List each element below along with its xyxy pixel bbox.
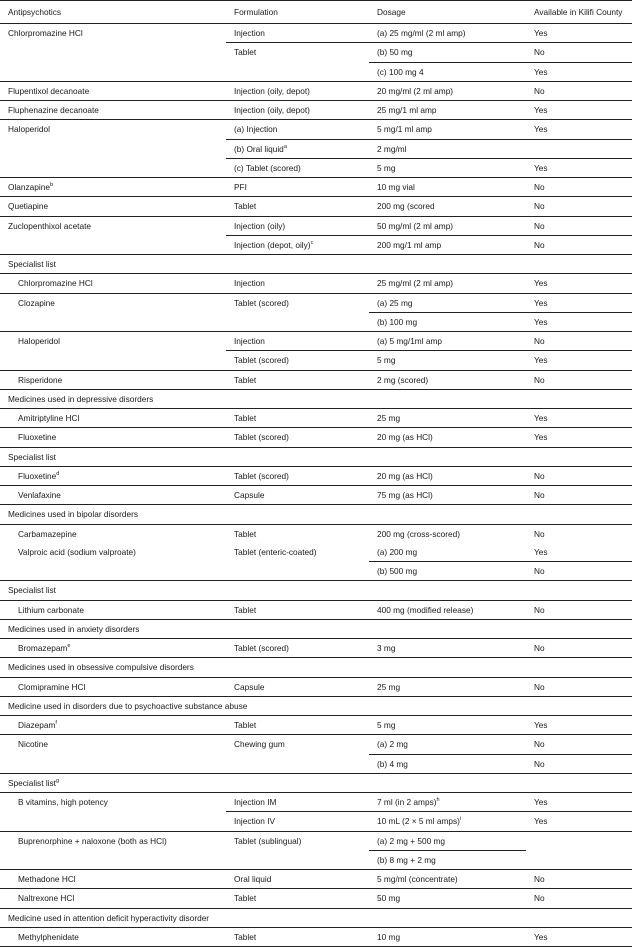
availability-cell: No	[526, 81, 632, 100]
availability-cell: No	[526, 677, 632, 696]
drug-cell: B vitamins, high potency	[0, 793, 226, 812]
section-heading: Medicine used in disorders due to psychoactive substance abuse	[0, 696, 632, 715]
availability-cell: No	[526, 524, 632, 543]
formulation-cell: (a) Injection	[226, 120, 369, 139]
dosage-cell: (b) 500 mg	[369, 562, 526, 581]
availability-cell: No	[526, 889, 632, 908]
drug-cell: Buprenorphine + naloxone (both as HCl)	[0, 831, 226, 850]
dosage-cell: (a) 2 mg + 500 mg	[369, 831, 526, 850]
drug-cell: Diazepam$^f$	[0, 716, 226, 735]
dosage-cell: 5 mg	[369, 351, 526, 370]
dosage-cell: 10 mg vial	[369, 178, 526, 197]
table-row	[0, 235, 632, 254]
dosage-cell: (a) 5 mg/1ml amp	[369, 332, 526, 351]
section-row	[0, 581, 632, 600]
availability-cell: Yes	[526, 812, 632, 831]
table-row	[0, 332, 632, 351]
footnote-mark: b	[49, 182, 54, 188]
drug-cell: Nicotine	[0, 735, 226, 754]
dosage-cell: 25 mg/1 ml amp	[369, 101, 526, 120]
table-row	[0, 409, 632, 428]
availability-cell: No	[526, 235, 632, 254]
drug-cell: Bromazepam$^e$	[0, 639, 226, 658]
drug-cell: Zuclopenthixol acetate	[0, 216, 226, 235]
availability-cell: No	[526, 466, 632, 485]
drug-cell: Haloperidol	[0, 120, 226, 139]
table-row	[0, 351, 632, 370]
dosage-cell: (b) 4 mg	[369, 754, 526, 773]
dosage-cell: 5 mg/ml (concentrate)	[369, 870, 526, 889]
dosage-cell: 200 mg/1 ml amp	[369, 235, 526, 254]
formulation-cell: Injection (oily)	[226, 216, 369, 235]
table-row	[0, 716, 632, 735]
table-row	[0, 486, 632, 505]
formulation-cell: Injection (oily, depot)	[226, 81, 369, 100]
table-row	[0, 677, 632, 696]
table-row	[0, 524, 632, 543]
formulation-cell: Tablet	[226, 716, 369, 735]
formulation-cell: Injection IV	[226, 812, 369, 831]
section-heading: Medicines used in bipolar disorders	[0, 505, 632, 524]
formulation-cell: Injection IM	[226, 793, 369, 812]
table-row	[0, 120, 632, 139]
section-heading: Medicines used in obsessive compulsive disorders	[0, 658, 632, 677]
drug-cell: Methylphenidate	[0, 927, 226, 946]
availability-cell: No	[526, 562, 632, 581]
drug-cell: Fluoxetine$^d$	[0, 466, 226, 485]
header-formulation: Formulation	[226, 1, 369, 24]
formulation-cell: Oral liquid	[226, 870, 369, 889]
availability-cell: Yes	[526, 120, 632, 139]
header-dosage: Dosage	[369, 1, 526, 24]
dosage-cell: 5 mg	[369, 158, 526, 177]
availability-cell: Yes	[526, 101, 632, 120]
drug-cell: Lithium carbonate	[0, 600, 226, 619]
dosage-cell: (a) 25 mg/ml (2 ml amp)	[369, 24, 526, 43]
drug-cell: Haloperidol	[0, 332, 226, 351]
formulation-cell: Tablet	[226, 927, 369, 946]
drug-cell: Chlorpromazine HCl	[0, 274, 226, 293]
formulation-cell: (b) Oral liquid$^a$	[226, 139, 369, 158]
section-row	[0, 696, 632, 715]
formulation-cell: Tablet (scored)	[226, 293, 369, 312]
availability-cell: No	[526, 43, 632, 62]
drug-cell: Methadone HCl	[0, 870, 226, 889]
formulation-cell: Injection	[226, 274, 369, 293]
availability-cell: Yes	[526, 312, 632, 331]
formulation-cell: (c) Tablet (scored)	[226, 158, 369, 177]
footnote-mark: h	[436, 797, 440, 803]
formulation-cell: Tablet	[226, 197, 369, 216]
dosage-cell: 10 mL (2 × 5 ml amps)$^i$	[369, 812, 526, 831]
table-row	[0, 62, 632, 81]
dosage-cell: 20 mg (as HCl)	[369, 466, 526, 485]
formulation-cell: Chewing gum	[226, 735, 369, 754]
availability-cell: No	[526, 870, 632, 889]
availability-cell: No	[526, 735, 632, 754]
dosage-cell: 20 mg/ml (2 ml amp)	[369, 81, 526, 100]
formulation-cell: Capsule	[226, 486, 369, 505]
formulation-cell: Tablet (scored)	[226, 351, 369, 370]
formulation-cell: Tablet (enteric-coated)	[234, 546, 317, 557]
availability-cell: Yes	[526, 293, 632, 312]
table-row	[0, 370, 632, 389]
drug-cell: Fluoxetine	[0, 428, 226, 447]
availability-cell: Yes	[526, 62, 632, 81]
availability-cell: No	[526, 197, 632, 216]
table-row	[0, 793, 632, 812]
dosage-cell: 400 mg (modified release)	[369, 600, 526, 619]
availability-cell: Yes	[526, 409, 632, 428]
formulation-cell: Injection (depot, oily)$^c$	[226, 235, 369, 254]
dosage-cell: 10 mg	[369, 927, 526, 946]
footnote-mark: f	[55, 720, 57, 726]
formulation-cell: Injection	[226, 332, 369, 351]
table-row	[0, 870, 632, 889]
section-row	[0, 908, 632, 927]
dosage-cell: 25 mg/ml (2 ml amp)	[369, 274, 526, 293]
dosage-cell: (a) 2 mg	[369, 735, 526, 754]
drug-cell: Valproic acid (sodium valproate)	[18, 546, 136, 557]
availability-cell: Yes	[526, 793, 632, 812]
formulation-cell: Tablet (scored)	[226, 639, 369, 658]
formulation-cell: Injection	[226, 24, 369, 43]
dosage-cell: 20 mg (as HCl)	[369, 428, 526, 447]
table-row	[0, 927, 632, 946]
dosage-cell: 200 mg (cross-scored)	[369, 524, 526, 543]
availability-cell: No	[526, 754, 632, 773]
formulation-cell: Tablet	[226, 409, 369, 428]
formulation-cell: Tablet	[226, 524, 369, 543]
section-row	[0, 447, 632, 466]
formulation-cell: Tablet (scored)	[226, 428, 369, 447]
availability-cell: Yes	[526, 428, 632, 447]
footnote-mark: c	[310, 239, 314, 246]
table-row	[0, 562, 632, 581]
dosage-cell: 5 mg	[369, 716, 526, 735]
availability-cell: No	[526, 600, 632, 619]
dosage-cell: 50 mg/ml (2 ml amp)	[369, 216, 526, 235]
drug-cell: Chlorpromazine HCl	[0, 24, 226, 43]
dosage-cell: 25 mg	[369, 409, 526, 428]
section-row	[0, 658, 632, 677]
availability-cell: No	[526, 639, 632, 658]
availability-cell: No	[526, 178, 632, 197]
availability-cell	[526, 850, 632, 869]
dosage-cell: 2 mg (scored)	[369, 370, 526, 389]
table-row	[0, 639, 632, 658]
section-row	[0, 773, 632, 792]
availability-cell: Yes	[526, 158, 632, 177]
availability-cell: No	[526, 486, 632, 505]
section-row	[0, 619, 632, 638]
drug-cell: Carbamazepine	[0, 524, 226, 543]
dosage-cell: 75 mg (as HCl)	[369, 486, 526, 505]
table-row	[0, 24, 632, 43]
dosage-cell: 200 mg (scored	[369, 197, 526, 216]
availability-cell: No	[526, 332, 632, 351]
formulation-cell: Tablet (sublingual)	[226, 831, 369, 850]
formulation-cell: Tablet	[226, 370, 369, 389]
footnote-mark: a	[283, 143, 287, 150]
formulation-cell: Capsule	[226, 677, 369, 696]
dosage-cell: 5 mg/1 ml amp	[369, 120, 526, 139]
dosage-cell: 3 mg	[369, 639, 526, 658]
table-row	[0, 466, 632, 485]
section-heading: Specialist list	[0, 581, 632, 600]
header-antipsychotics: Antipsychotics	[0, 1, 226, 24]
formulation-cell: PFI	[226, 178, 369, 197]
dosage-cell: (c) 100 mg 4	[369, 62, 526, 81]
drug-cell: Risperidone	[0, 370, 226, 389]
dosage-cell: (b) 50 mg	[369, 43, 526, 62]
availability-cell	[526, 139, 632, 158]
dosage-cell: (a) 200 mg	[377, 546, 418, 557]
dosage-cell: (b) 8 mg + 2 mg	[369, 850, 526, 869]
availability-cell: No	[526, 216, 632, 235]
header-available: Available in Kilifi County	[526, 1, 632, 24]
table-row	[0, 831, 632, 850]
section-heading: Medicines used in depressive disorders	[0, 389, 632, 408]
drug-cell: Olanzapine$^b$	[0, 178, 226, 197]
section-heading: Specialist list$^g$	[0, 773, 632, 792]
availability-cell	[526, 831, 632, 850]
header-row	[0, 1, 632, 24]
section-heading: Medicines used in anxiety disorders	[0, 619, 632, 638]
dosage-cell: 7 ml (in 2 amps)$^h$	[369, 793, 526, 812]
table-row	[0, 178, 632, 197]
table-row	[0, 81, 632, 100]
table-row	[0, 428, 632, 447]
availability-cell: No	[526, 370, 632, 389]
formulation-cell: Tablet (scored)	[226, 466, 369, 485]
formulation-cell: Tablet	[226, 889, 369, 908]
dosage-cell: 50 mg	[369, 889, 526, 908]
availability-cell: Yes	[526, 24, 632, 43]
formulation-cell: Tablet	[226, 43, 369, 62]
drug-cell: Quetiapine	[0, 197, 226, 216]
table-row	[0, 139, 632, 158]
drug-cell: Fluphenazine decanoate	[0, 101, 226, 120]
table-row	[0, 101, 632, 120]
section-row	[0, 505, 632, 524]
footnote-mark: d	[56, 470, 60, 477]
table-row	[0, 850, 632, 869]
availability-cell: Yes	[526, 274, 632, 293]
availability-cell: Yes	[534, 546, 548, 557]
table-row	[0, 197, 632, 216]
drug-cell: Clozapine	[0, 293, 226, 312]
section-heading: Specialist list	[0, 447, 632, 466]
table-row	[0, 274, 632, 293]
formulation-cell: Injection (oily, depot)	[226, 101, 369, 120]
table-row	[0, 293, 632, 312]
drug-cell: Amitriptyline HCl	[0, 409, 226, 428]
availability-cell: Yes	[526, 716, 632, 735]
footnote-mark: e	[67, 643, 71, 649]
availability-cell: Yes	[526, 927, 632, 946]
table-row	[0, 889, 632, 908]
section-heading: Medicine used in attention deficit hyperactivity disorder	[0, 908, 632, 927]
table-row	[0, 43, 632, 62]
table-row	[0, 216, 632, 235]
table-row	[0, 812, 632, 831]
section-heading: Specialist list	[0, 255, 632, 274]
drug-cell: Venlafaxine	[0, 486, 226, 505]
table-row	[0, 312, 632, 331]
dosage-cell: 2 mg/ml	[369, 139, 526, 158]
drug-cell: Clomipramine HCl	[0, 677, 226, 696]
drug-cell: Flupentixol decanoate	[0, 81, 226, 100]
section-row	[0, 255, 632, 274]
formulation-cell: Tablet	[226, 600, 369, 619]
section-row	[0, 389, 632, 408]
footnote-mark: g	[55, 777, 60, 784]
table-row	[0, 158, 632, 177]
table-row	[0, 543, 632, 562]
dosage-cell: 25 mg	[369, 677, 526, 696]
table-row	[0, 735, 632, 754]
table-row	[0, 754, 632, 773]
footnote-mark: i	[459, 816, 462, 823]
drug-cell: Naltrexone HCl	[0, 889, 226, 908]
availability-cell: Yes	[526, 351, 632, 370]
table-row	[0, 600, 632, 619]
dosage-cell: (b) 100 mg	[369, 312, 526, 331]
dosage-cell: (a) 25 mg	[369, 293, 526, 312]
